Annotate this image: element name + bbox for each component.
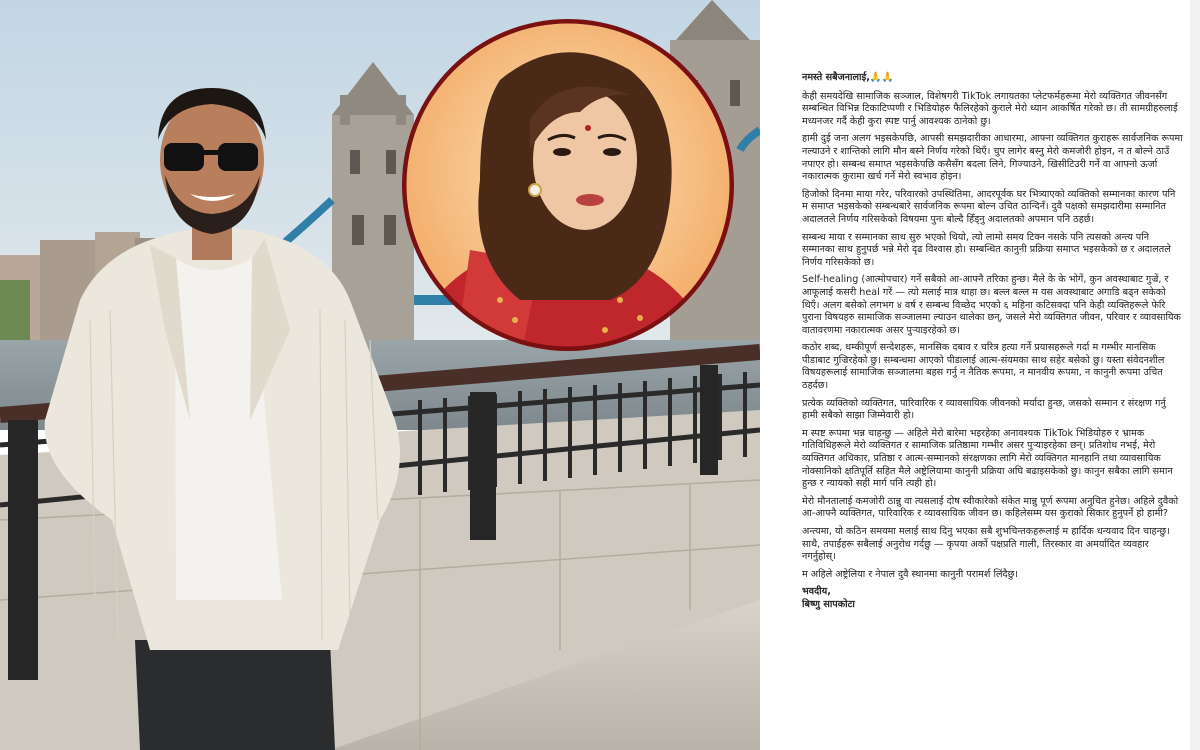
letter-paragraph: प्रत्येक व्यक्तिको व्यक्तिगत, पारिवारिक र व्यावसायिक जीवनको मर्यादा हुन्छ, जसको सम्मान र संरक्षण गर्नु हामी सबैको साझा जिम्मेवारी हो। [802, 397, 1166, 422]
statement-letter [760, 0, 1200, 750]
letter-closing: भवदीय, [802, 586, 831, 598]
letter-paragraph: म अहिले अष्ट्रेलिया र नेपाल दुवै स्थानमा कानुनी परामर्श लिंदैछु। [802, 568, 1018, 580]
letter-paragraph: हामी दुई जना अलग भइसकेपछि, आपसी समझदारीका आधारमा, आफ्ना व्यक्तिगत कुराहरू सार्वजनिक रूपमा नल्याउने र शान्तिको लागि मौन बस्ने निर्णय गरेको थिएँ। चुप लागेर बस्नु मेरो कमजोरी होइन, न त बोल्ने ठाउँ नपाएर हो। सम्बन्ध समाप्त भइसकेपछि कसैसँग बदला लिने, गिज्याउने, खिसीटिउरी गर्ने वा आफ्नो ऊर्जा नकारात्मक कुरामा खर्च गर्ने मेरो स्वभाव होइन। [802, 133, 1183, 183]
letter-signature: बिष्णु सापकोटा [802, 598, 855, 610]
page-edge [1190, 0, 1200, 750]
letter-paragraph: Self-healing (आत्मोपचार) गर्ने सबैको आ-आफ्नै तरिका हुन्छ। मैले के के भोगें, कुन अवस्थाबाट गुज्रें, र आफूलाई कसरी heal गरें — त्यो मलाई मात्र थाहा छ। बल्ल बल्ल म यस अवस्थाबाट अगाडि बढ्न सकेको थिएँ। अलग बसेको लगभग ४ वर्ष र सम्बन्ध विच्छेद भएको ६ महिना कटिसक्दा पनि केही व्यक्तिहरूले फेरि पुराना विषयहरु सामाजिक सञ्जालमा ल्याउन थालेका छन्, जसले मेरो व्यक्तिगत जीवन, परिवार र व्यावसायिक वातावरणमा नकारात्मक असर पुऱ्याइरहेको छ। [802, 274, 1181, 336]
letter-paragraph: हिजोको दिनमा माया गरेर, परिवारको उपस्थितिमा, आदरपूर्वक घर भित्र्याएको व्यक्तिको सम्मानका कारण पनि म समाप्त भइसकेको सम्बन्धबारे सार्वजनिक रूपमा बोल्न उचित ठान्दिनँ। दुवै पक्षको समझदारीमा सम्मानित अदालतले निर्णय गरिसकेको विषयमा पुनः बोल्दै हिँड्नु अदालतको अपमान पनि ठहर्छ। [802, 188, 1176, 225]
letter-paragraph: अन्त्यमा, यो कठिन समयमा मलाई साथ दिनु भएका सबै शुभचिन्तकहरूलाई म हार्दिक धन्यवाद दिन चाहन्छु। साथै, तपाईंहरू सबैलाई अनुरोध गर्दछु — कृपया अर्को पक्षप्रति गाली, तिरस्कार वा अमर्यादित व्यवहार नगर्नुहोस्। [802, 526, 1170, 563]
letter-paragraph: केही समयदेखि सामाजिक सञ्जाल, विशेषगरी TikTok लगायतका प्लेटफर्महरूमा मेरो व्यक्तिगत जीवनसँग सम्बन्धित विभिन्न टिकाटिप्पणी र भिडियोहरु फैलिरहेको कुराले मेरो ध्यान आकर्षित गरेको छ। ती सामग्रीहरुलाई मध्यनजर गर्दै केही कुरा स्पष्ट पार्नु आवश्यक ठानेको छु। [802, 90, 1178, 127]
letter-paragraph: मेरो मौनतालाई कमजोरी ठान्नु वा त्यसलाई दोष स्वीकारेको संकेत मान्नु पूर्ण रूपमा अनुचित हुनेछ। अहिले दुवैको आ-आफ्नै व्यक्तिगत, पारिवारिक र व्यावसायिक जीवन छ। कहिलेसम्म यस कुराको सिकार हुनुपर्ने हो हामी? [802, 495, 1179, 520]
letter-paragraph: म स्पष्ट रूपमा भन्न चाहन्छु — अहिले मेरो बारेमा भइरहेका अनावश्यक TikTok भिडियोहरु र भ्रामक गतिविधिहरूले मेरो व्यक्तिगत र सामाजिक प्रतिष्ठामा गम्भीर असर पुऱ्याइरहेका छन्। प्रतिशोध नभई, मेरो व्यक्तिगत अधिकार, प्रतिष्ठा र आत्म-सम्मानको संरक्षणका लागि मेरो व्यक्तिगत मानहानि तथा व्यावसायिक नोक्सानिको क्षतिपूर्ति सहित मैले अष्ट्रेलियामा कानुनी प्रक्रिया अघि बढाइसकेको छु। कानुन सबैका लागि समान हुन्छ र न्यायको सही मार्ग पनि त्यही हो। [802, 427, 1173, 490]
letter-greeting: नमस्ते सबैजनालाई,🙏🙏 [802, 72, 894, 83]
letter-paragraph: कठोर शब्द, धम्कीपूर्ण सन्देशहरू, मानसिक दबाव र चरित्र हत्या गर्ने प्रयासहरूले गर्दा म गम्भीर मानसिक पीडाबाट गुज्रिरहेको छु। सम्बन्धमा आएको पीडालाई आत्म-संयमका साथ सहेर बसेको छु। यस्ता संवेदनशील विषयहरूलाई सामाजिक सञ्जालमा बहस गर्नु न नैतिक रूपमा, न मानवीय रूपमा, न कानुनी रूपमा उचित ठहर्दछ। [802, 342, 1165, 392]
letter-paragraph: सम्बन्ध माया र सम्मानका साथ सुरु भएको थियो, त्यो लामो समय टिक्न नसके पनि त्यसको अन्त्य पनि सम्मानका साथ हुनुपर्छ भन्ने मेरो दृढ विश्वास हो। सम्बन्धित कानुनी प्रक्रिया समाप्त भइसकेको छ र अदालतले निर्णय गरिसकेको छ। [802, 231, 1171, 268]
